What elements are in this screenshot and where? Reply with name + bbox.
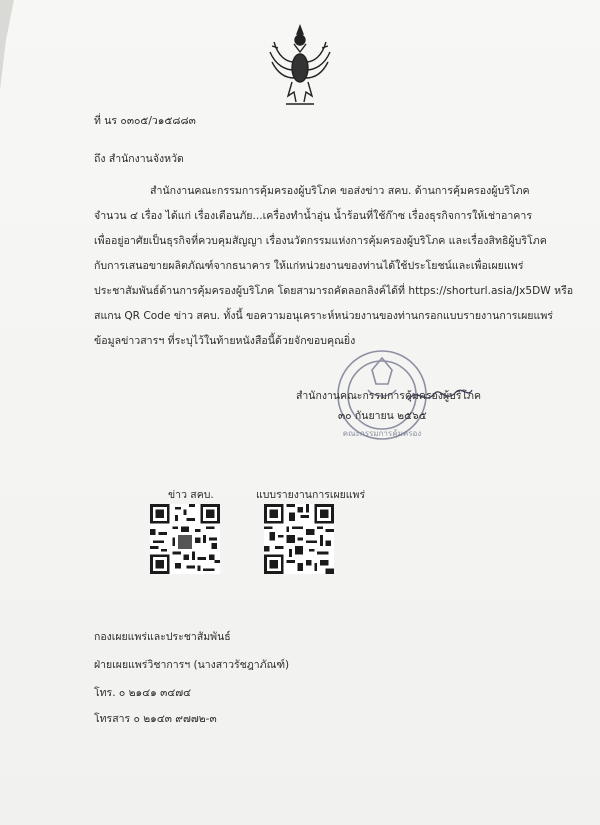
footer-division: กองเผยแพร่และประชาสัมพันธ์ (94, 631, 231, 643)
handwritten-signature (404, 380, 474, 410)
footer-phone: โทร. ๐ ๒๑๔๑ ๓๔๗๔ (94, 687, 192, 699)
body-line: ข้อมูลข่าวสารฯ ที่ระบุไว้ในท้ายหนังสือนี้ด้วยจักขอบคุณยิ่ง (94, 335, 356, 347)
reference-number: ที่ นร ๐๓๐๕/ว๑๕๘๘๓ (94, 115, 196, 127)
qr-code-report[interactable] (264, 504, 334, 574)
footer-section: ฝ่ายเผยแพร่วิชาการฯ (นางสาวรัชฎาภัณฑ์) (94, 659, 290, 671)
scan-edge-shadow (0, 0, 14, 90)
garuda-emblem-icon (264, 22, 336, 110)
signature-date: ๓๐ กันยายน ๒๕๖๕ (338, 410, 427, 422)
body-line: เพื่ออยู่อาศัยเป็นธุรกิจที่ควบคุมสัญญา เรื่องนวัตกรรมแห่งการคุ้มครองผู้บริโภค และเรื่องสิทธิผู้บริโภค (94, 235, 547, 247)
body-line: สำนักงานคณะกรรมการคุ้มครองผู้บริโภค ขอส่งข่าว สคบ. ด้านการคุ้มครองผู้บริโภค (150, 185, 530, 197)
qr-report-label: แบบรายงานการเผยแพร่ (256, 489, 366, 501)
body-line: กับการเสนอขายผลิตภัณฑ์จากธนาคาร ให้แก่หน่วยงานของท่านได้ใช้ประโยชน์และเพื่อเผยแพร่ (94, 260, 524, 272)
body-line: สแกน QR Code ข่าว สคบ. ทั้งนี้ ขอความอนุเคราะห์หน่วยงานของท่านกรอกแบบรายงานการเผยแพร่ (94, 310, 554, 322)
stamp-text: คณะกรรมการคุ้มครอง (342, 429, 422, 438)
qr-code-news[interactable] (150, 504, 220, 574)
body-line: จำนวน ๔ เรื่อง ได้แก่ เรื่องเตือนภัย...เครื่องทำน้ำอุ่น น้ำร้อนที่ใช้ก๊าซ เรื่องธุรกิจการให้เช่าอาคาร (94, 210, 533, 222)
qr-news-label: ข่าว สคบ. (168, 489, 214, 501)
footer-fax: โทรสาร ๐ ๒๑๔๓ ๙๗๗๒-๓ (94, 713, 217, 725)
recipient: ถึง สำนักงานจังหวัด (94, 153, 184, 165)
body-line: ประชาสัมพันธ์ด้านการคุ้มครองผู้บริโภค โดยสามารถคัดลอกลิงค์ได้ที่ https://shorturl.asia/Jx5DW หรือ (94, 285, 574, 297)
signature-organization: สำนักงานคณะกรรมการคุ้มครองผู้บริโภค (296, 390, 481, 402)
